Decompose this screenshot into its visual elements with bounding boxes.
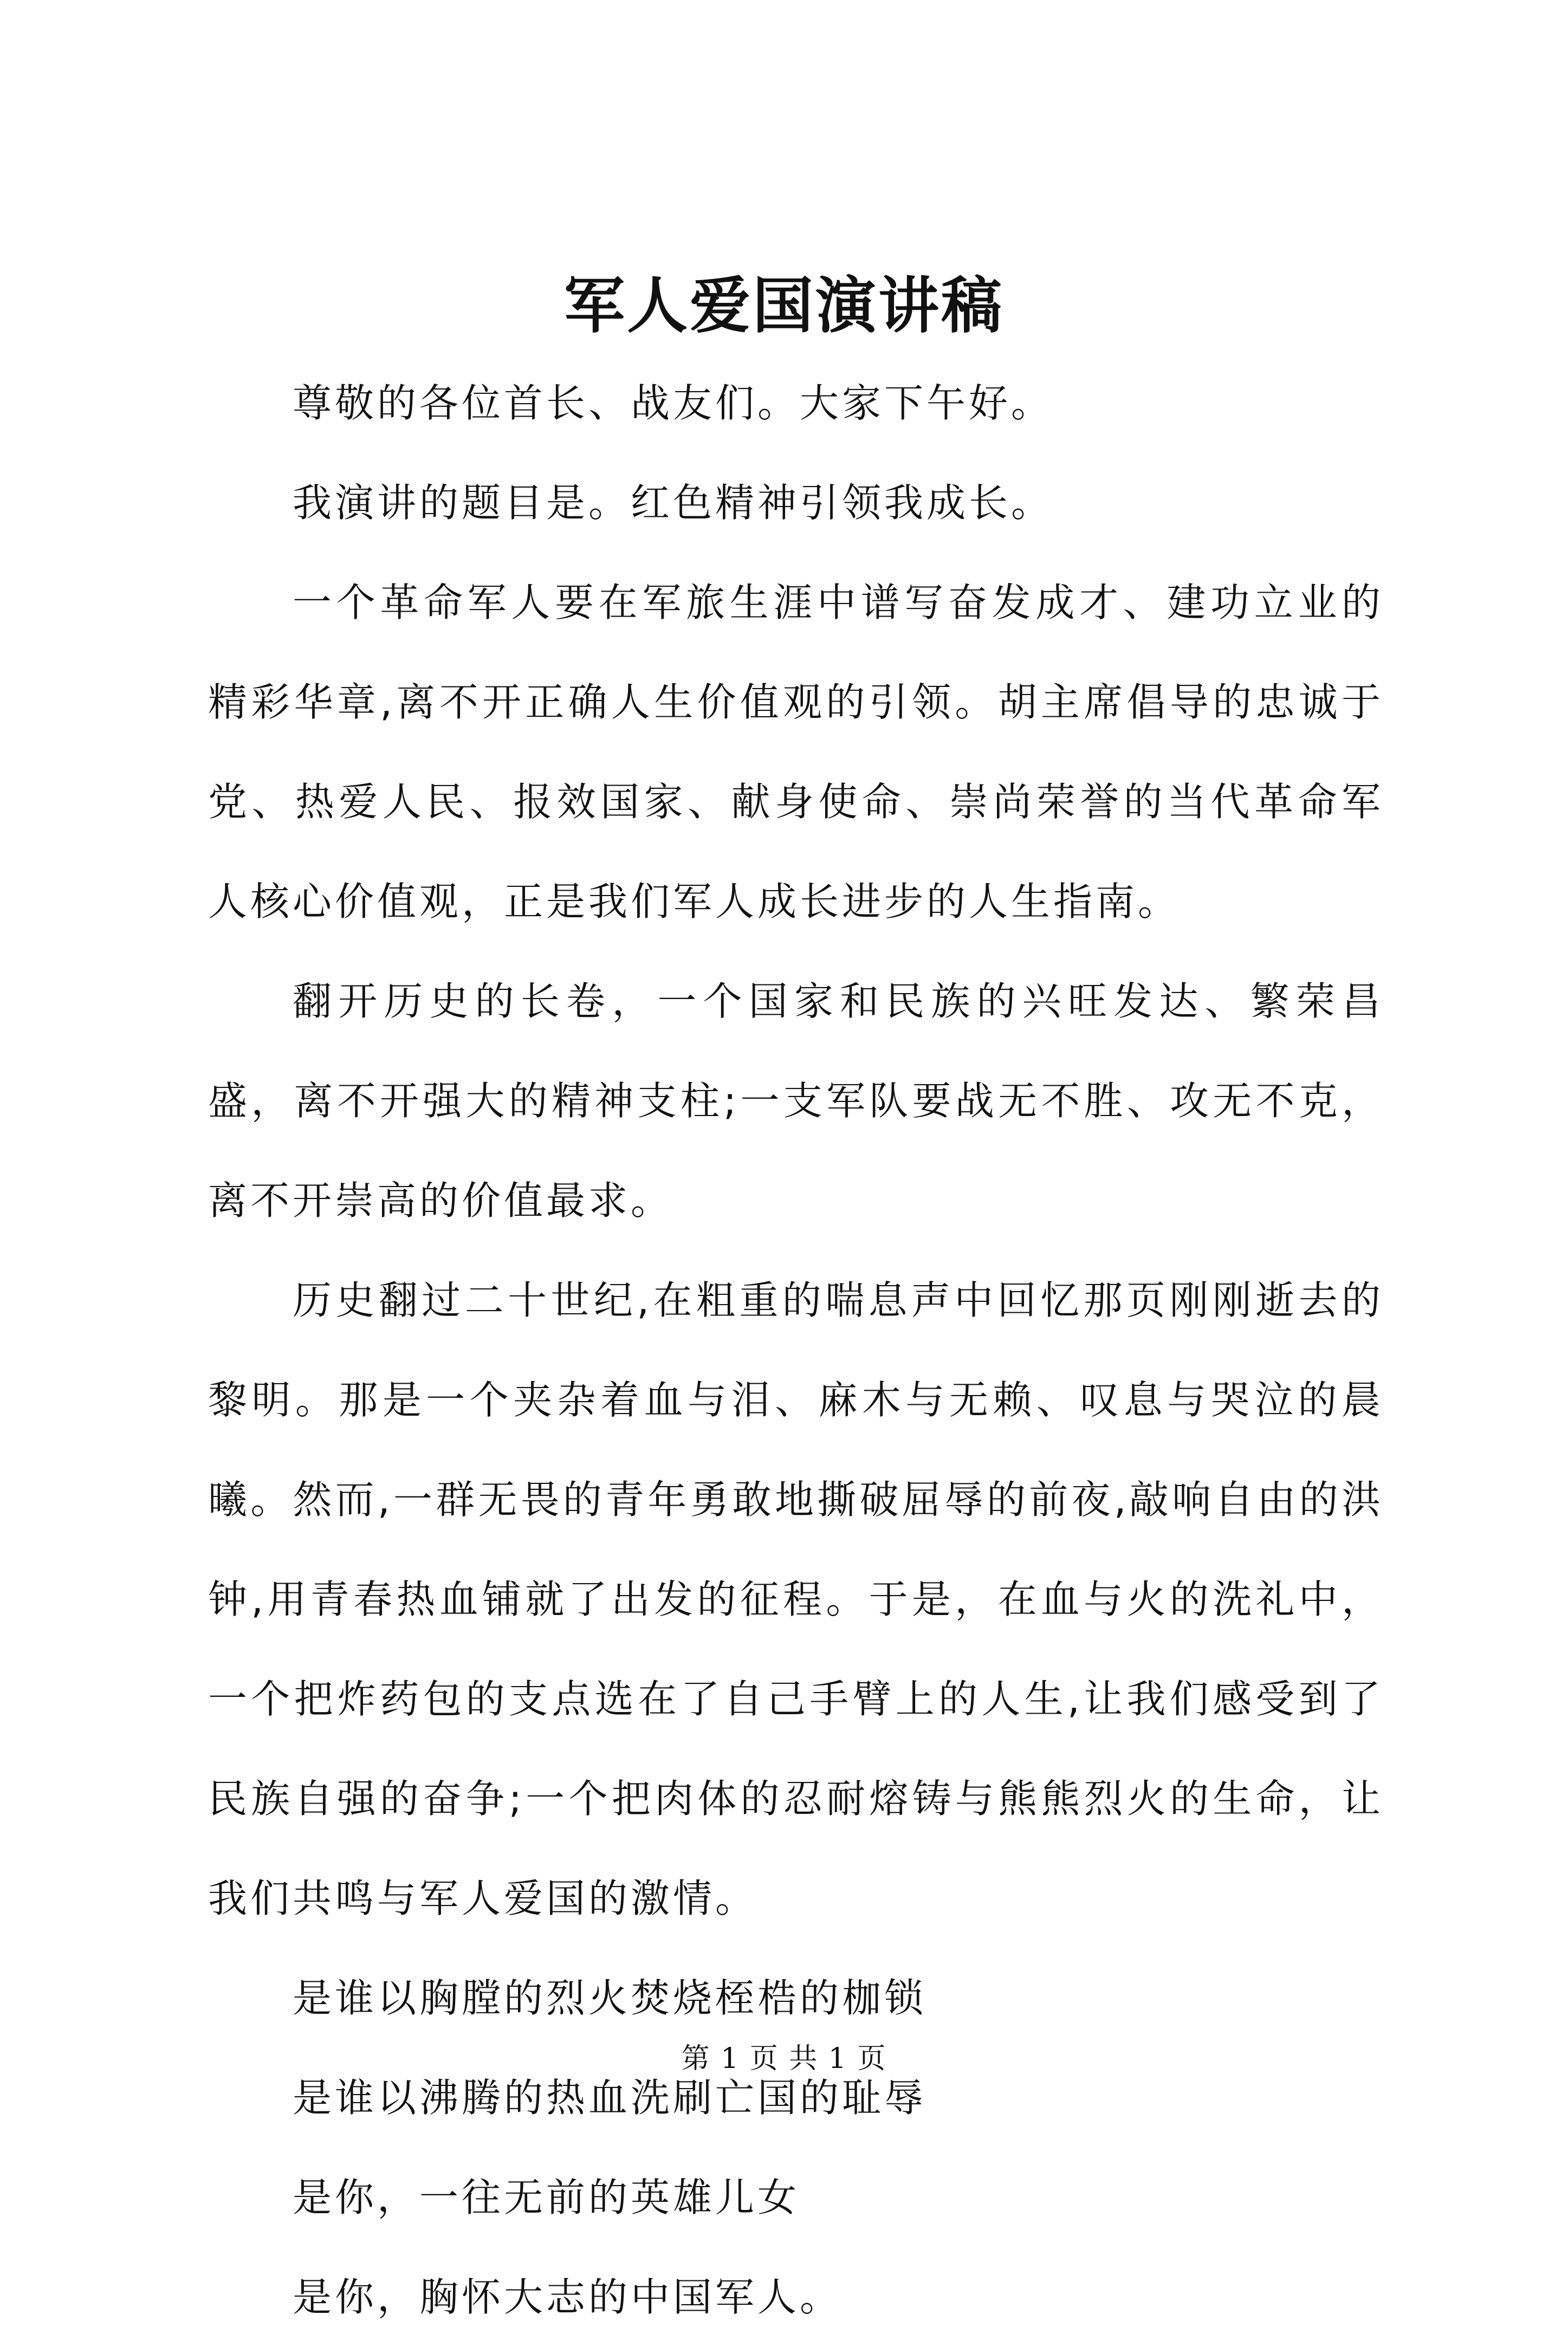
page-footer: 第 1 页 共 1 页 — [681, 2043, 887, 2075]
paragraph-topic: 我演讲的题目是。红色精神引领我成长。 — [293, 480, 1054, 526]
paragraph-values: 一个革命军人要在军旅生涯中谱写奋发成才、建功立业的精彩华章,离不开正确人生价值观的引领。胡主席倡导的忠诚于党、热爱人民、报效国家、献身使命、崇尚荣誉的当代革命军人核心价值观，正是我们军人成长进步的人生指南。 — [208, 580, 1384, 924]
paragraph-twentieth-century: 历史翻过二十世纪,在粗重的喘息声中回忆那页刚刚逝去的黎明。那是一个夹杂着血与泪、麻木与无赖、叹息与哭泣的晨曦。然而,一群无畏的青年勇敢地撕破屈辱的前夜,敲响自由的洪钟,用青春热血铺就了出发的征程。于是，在血与火的洗礼中，一个把炸药包的支点选在了自己手臂上的人生,让我们感受到了民族自强的奋争;一个把肉体的忍耐熔铸与熊熊烈火的生命，让我们共鸣与军人爱国的激情。 — [208, 1278, 1384, 1921]
paragraph-history: 翻开历史的长卷，一个国家和民族的兴旺发达、繁荣昌盛，离不开强大的精神支柱;一支军队要战无不胜、攻无不克，离不开崇高的价值最求。 — [208, 978, 1384, 1223]
document-title: 军人爱国演讲稿 — [564, 270, 1004, 341]
poem-line-1: 是谁以胸膛的烈火焚烧桎梏的枷锁 — [293, 1975, 927, 2021]
poem-line-2: 是谁以沸腾的热血洗刷亡国的耻辱 — [293, 2075, 927, 2121]
paragraph-greeting: 尊敬的各位首长、战友们。大家下午好。 — [293, 380, 1054, 426]
poem-line-3: 是你，一往无前的英雄儿女 — [293, 2175, 800, 2220]
poem-line-4: 是你，胸怀大志的中国军人。 — [293, 2274, 843, 2320]
